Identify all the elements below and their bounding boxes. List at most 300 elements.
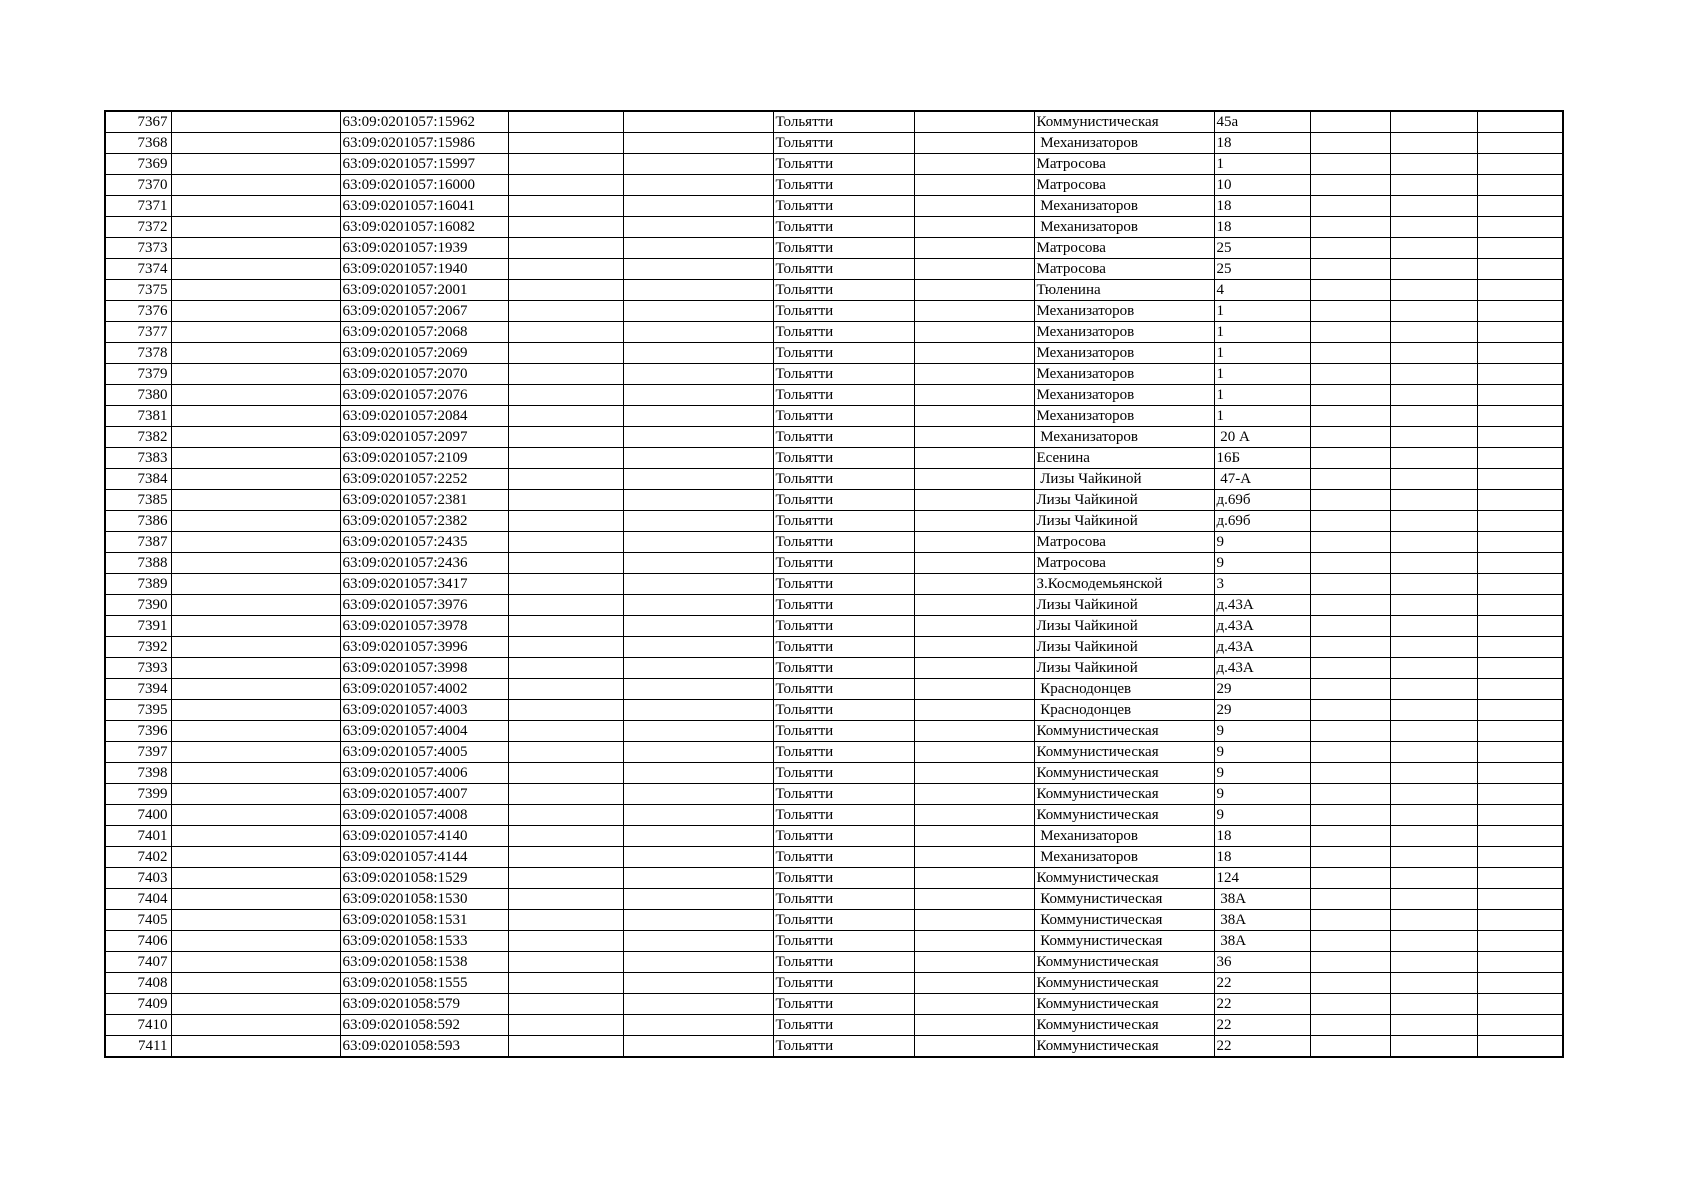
empty-cell xyxy=(1390,133,1477,154)
table-body xyxy=(105,111,1563,1057)
street-cell: Механизаторов xyxy=(1034,385,1214,406)
row-number-cell: 7385 xyxy=(105,490,171,511)
empty-cell xyxy=(171,616,340,637)
row-number-cell: 7370 xyxy=(105,175,171,196)
empty-cell xyxy=(171,595,340,616)
empty-cell xyxy=(508,553,623,574)
empty-cell xyxy=(508,175,623,196)
empty-cell xyxy=(1477,175,1563,196)
empty-cell xyxy=(1310,259,1390,280)
table-row xyxy=(105,1036,1563,1058)
city-cell: Тольятти xyxy=(773,994,914,1015)
city-cell: Тольятти xyxy=(773,133,914,154)
empty-cell xyxy=(171,973,340,994)
empty-cell xyxy=(1477,679,1563,700)
city-cell: Тольятти xyxy=(773,343,914,364)
empty-cell xyxy=(1390,511,1477,532)
empty-cell xyxy=(914,280,1034,301)
row-number-cell: 7390 xyxy=(105,595,171,616)
empty-cell xyxy=(1390,784,1477,805)
row-number-cell: 7379 xyxy=(105,364,171,385)
empty-cell xyxy=(1390,910,1477,931)
table-row xyxy=(105,721,1563,742)
empty-cell xyxy=(623,637,773,658)
table-row xyxy=(105,595,1563,616)
empty-cell xyxy=(171,1015,340,1036)
empty-cell xyxy=(508,679,623,700)
empty-cell xyxy=(508,784,623,805)
street-cell: Коммунистическая xyxy=(1034,952,1214,973)
table-row xyxy=(105,259,1563,280)
empty-cell xyxy=(1390,637,1477,658)
empty-cell xyxy=(623,427,773,448)
empty-cell xyxy=(171,385,340,406)
row-number-cell: 7371 xyxy=(105,196,171,217)
row-number-cell: 7377 xyxy=(105,322,171,343)
table-row xyxy=(105,616,1563,637)
empty-cell xyxy=(1390,1036,1477,1058)
table-row xyxy=(105,385,1563,406)
city-cell: Тольятти xyxy=(773,616,914,637)
empty-cell xyxy=(914,553,1034,574)
empty-cell xyxy=(508,427,623,448)
empty-cell xyxy=(1310,763,1390,784)
house-number-cell: 124 xyxy=(1214,868,1310,889)
table-row xyxy=(105,805,1563,826)
house-number-cell: 9 xyxy=(1214,763,1310,784)
empty-cell xyxy=(171,322,340,343)
street-cell: Краснодонцев xyxy=(1034,700,1214,721)
empty-cell xyxy=(1477,385,1563,406)
empty-cell xyxy=(623,259,773,280)
street-cell: Механизаторов xyxy=(1034,364,1214,385)
empty-cell xyxy=(623,133,773,154)
city-cell: Тольятти xyxy=(773,721,914,742)
empty-cell xyxy=(1310,1015,1390,1036)
empty-cell xyxy=(508,826,623,847)
empty-cell xyxy=(914,322,1034,343)
street-cell: Лизы Чайкиной xyxy=(1034,616,1214,637)
cadastral-number-cell: 63:09:0201057:16041 xyxy=(340,196,508,217)
empty-cell xyxy=(171,658,340,679)
empty-cell xyxy=(914,742,1034,763)
street-cell: Коммунистическая xyxy=(1034,910,1214,931)
table-row xyxy=(105,322,1563,343)
empty-cell xyxy=(171,847,340,868)
house-number-cell: 9 xyxy=(1214,742,1310,763)
empty-cell xyxy=(1310,847,1390,868)
table-row xyxy=(105,196,1563,217)
city-cell: Тольятти xyxy=(773,595,914,616)
empty-cell xyxy=(508,1015,623,1036)
street-cell: Лизы Чайкиной xyxy=(1034,637,1214,658)
empty-cell xyxy=(914,952,1034,973)
house-number-cell: 1 xyxy=(1214,385,1310,406)
row-number-cell: 7401 xyxy=(105,826,171,847)
empty-cell xyxy=(1390,469,1477,490)
street-cell: Механизаторов xyxy=(1034,301,1214,322)
empty-cell xyxy=(508,637,623,658)
row-number-cell: 7404 xyxy=(105,889,171,910)
city-cell: Тольятти xyxy=(773,490,914,511)
empty-cell xyxy=(1310,448,1390,469)
table-row xyxy=(105,111,1563,133)
cadastral-number-cell: 63:09:0201058:1530 xyxy=(340,889,508,910)
empty-cell xyxy=(171,742,340,763)
cadastral-number-cell: 63:09:0201057:4008 xyxy=(340,805,508,826)
empty-cell xyxy=(1390,763,1477,784)
empty-cell xyxy=(914,889,1034,910)
empty-cell xyxy=(1390,343,1477,364)
street-cell: Коммунистическая xyxy=(1034,973,1214,994)
empty-cell xyxy=(508,532,623,553)
city-cell: Тольятти xyxy=(773,385,914,406)
city-cell: Тольятти xyxy=(773,742,914,763)
street-cell: Механизаторов xyxy=(1034,343,1214,364)
empty-cell xyxy=(914,784,1034,805)
empty-cell xyxy=(623,700,773,721)
house-number-cell: д.69б xyxy=(1214,490,1310,511)
empty-cell xyxy=(508,931,623,952)
cadastral-number-cell: 63:09:0201057:2381 xyxy=(340,490,508,511)
row-number-cell: 7389 xyxy=(105,574,171,595)
empty-cell xyxy=(508,343,623,364)
empty-cell xyxy=(1310,784,1390,805)
table-row xyxy=(105,742,1563,763)
city-cell: Тольятти xyxy=(773,175,914,196)
empty-cell xyxy=(1477,1015,1563,1036)
empty-cell xyxy=(171,553,340,574)
city-cell: Тольятти xyxy=(773,154,914,175)
empty-cell xyxy=(508,952,623,973)
row-number-cell: 7391 xyxy=(105,616,171,637)
row-number-cell: 7395 xyxy=(105,700,171,721)
city-cell: Тольятти xyxy=(773,826,914,847)
empty-cell xyxy=(623,490,773,511)
city-cell: Тольятти xyxy=(773,111,914,133)
table-row xyxy=(105,637,1563,658)
empty-cell xyxy=(914,196,1034,217)
city-cell: Тольятти xyxy=(773,637,914,658)
empty-cell xyxy=(623,532,773,553)
street-cell: Матросова xyxy=(1034,532,1214,553)
empty-cell xyxy=(1390,931,1477,952)
empty-cell xyxy=(1310,826,1390,847)
cadastral-number-cell: 63:09:0201057:3996 xyxy=(340,637,508,658)
empty-cell xyxy=(914,532,1034,553)
street-cell: Коммунистическая xyxy=(1034,784,1214,805)
table-row xyxy=(105,553,1563,574)
empty-cell xyxy=(914,700,1034,721)
cadastral-number-cell: 63:09:0201057:4003 xyxy=(340,700,508,721)
table-row xyxy=(105,364,1563,385)
empty-cell xyxy=(914,679,1034,700)
empty-cell xyxy=(1310,574,1390,595)
empty-cell xyxy=(1310,175,1390,196)
empty-cell xyxy=(1390,175,1477,196)
row-number-cell: 7367 xyxy=(105,111,171,133)
empty-cell xyxy=(623,406,773,427)
row-number-cell: 7403 xyxy=(105,868,171,889)
table-row xyxy=(105,532,1563,553)
empty-cell xyxy=(508,280,623,301)
city-cell: Тольятти xyxy=(773,952,914,973)
table-row xyxy=(105,994,1563,1015)
table-row xyxy=(105,931,1563,952)
empty-cell xyxy=(1477,826,1563,847)
city-cell: Тольятти xyxy=(773,406,914,427)
empty-cell xyxy=(171,679,340,700)
table-row xyxy=(105,343,1563,364)
street-cell: Механизаторов xyxy=(1034,847,1214,868)
empty-cell xyxy=(1310,889,1390,910)
empty-cell xyxy=(171,952,340,973)
empty-cell xyxy=(623,238,773,259)
row-number-cell: 7369 xyxy=(105,154,171,175)
row-number-cell: 7380 xyxy=(105,385,171,406)
empty-cell xyxy=(508,448,623,469)
cadastral-number-cell: 63:09:0201058:593 xyxy=(340,1036,508,1058)
house-number-cell: 38А xyxy=(1214,889,1310,910)
empty-cell xyxy=(623,994,773,1015)
cadastral-number-cell: 63:09:0201057:4006 xyxy=(340,763,508,784)
empty-cell xyxy=(171,763,340,784)
cadastral-number-cell: 63:09:0201057:1940 xyxy=(340,259,508,280)
street-cell: Тюленина xyxy=(1034,280,1214,301)
empty-cell xyxy=(623,175,773,196)
empty-cell xyxy=(1390,889,1477,910)
empty-cell xyxy=(508,385,623,406)
empty-cell xyxy=(623,658,773,679)
cadastral-number-cell: 63:09:0201057:4002 xyxy=(340,679,508,700)
empty-cell xyxy=(508,364,623,385)
empty-cell xyxy=(1390,427,1477,448)
empty-cell xyxy=(508,154,623,175)
street-cell: Коммунистическая xyxy=(1034,805,1214,826)
house-number-cell: 20 А xyxy=(1214,427,1310,448)
street-cell: Механизаторов xyxy=(1034,322,1214,343)
cadastral-number-cell: 63:09:0201057:2435 xyxy=(340,532,508,553)
street-cell: Коммунистическая xyxy=(1034,931,1214,952)
house-number-cell: 36 xyxy=(1214,952,1310,973)
empty-cell xyxy=(623,574,773,595)
cadastral-number-cell: 63:09:0201057:15962 xyxy=(340,111,508,133)
empty-cell xyxy=(1477,742,1563,763)
empty-cell xyxy=(1477,700,1563,721)
empty-cell xyxy=(1310,931,1390,952)
empty-cell xyxy=(914,217,1034,238)
table-row xyxy=(105,658,1563,679)
row-number-cell: 7381 xyxy=(105,406,171,427)
house-number-cell: 4 xyxy=(1214,280,1310,301)
empty-cell xyxy=(623,364,773,385)
city-cell: Тольятти xyxy=(773,301,914,322)
empty-cell xyxy=(623,111,773,133)
empty-cell xyxy=(623,511,773,532)
street-cell: Механизаторов xyxy=(1034,217,1214,238)
empty-cell xyxy=(914,763,1034,784)
empty-cell xyxy=(1310,994,1390,1015)
empty-cell xyxy=(508,889,623,910)
cadastral-number-cell: 63:09:0201057:3976 xyxy=(340,595,508,616)
empty-cell xyxy=(1390,406,1477,427)
empty-cell xyxy=(1390,301,1477,322)
row-number-cell: 7398 xyxy=(105,763,171,784)
empty-cell xyxy=(1390,805,1477,826)
table-row xyxy=(105,973,1563,994)
cadastral-number-cell: 63:09:0201058:592 xyxy=(340,1015,508,1036)
city-cell: Тольятти xyxy=(773,364,914,385)
table-row xyxy=(105,910,1563,931)
empty-cell xyxy=(508,721,623,742)
city-cell: Тольятти xyxy=(773,658,914,679)
street-cell: Механизаторов xyxy=(1034,406,1214,427)
empty-cell xyxy=(171,994,340,1015)
table-row xyxy=(105,952,1563,973)
empty-cell xyxy=(623,679,773,700)
street-cell: Механизаторов xyxy=(1034,427,1214,448)
empty-cell xyxy=(171,700,340,721)
empty-cell xyxy=(914,637,1034,658)
street-cell: Лизы Чайкиной xyxy=(1034,511,1214,532)
empty-cell xyxy=(1390,196,1477,217)
house-number-cell: 38А xyxy=(1214,910,1310,931)
empty-cell xyxy=(1310,469,1390,490)
empty-cell xyxy=(1310,805,1390,826)
empty-cell xyxy=(914,826,1034,847)
empty-cell xyxy=(1310,154,1390,175)
empty-cell xyxy=(1310,385,1390,406)
row-number-cell: 7378 xyxy=(105,343,171,364)
row-number-cell: 7400 xyxy=(105,805,171,826)
empty-cell xyxy=(914,111,1034,133)
empty-cell xyxy=(1477,322,1563,343)
city-cell: Тольятти xyxy=(773,973,914,994)
city-cell: Тольятти xyxy=(773,868,914,889)
cadastral-number-cell: 63:09:0201058:579 xyxy=(340,994,508,1015)
house-number-cell: 18 xyxy=(1214,847,1310,868)
row-number-cell: 7409 xyxy=(105,994,171,1015)
empty-cell xyxy=(1310,343,1390,364)
empty-cell xyxy=(1310,301,1390,322)
table-row xyxy=(105,1015,1563,1036)
empty-cell xyxy=(1310,490,1390,511)
table-row xyxy=(105,868,1563,889)
empty-cell xyxy=(1477,994,1563,1015)
street-cell: Коммунистическая xyxy=(1034,111,1214,133)
empty-cell xyxy=(1310,280,1390,301)
empty-cell xyxy=(1310,532,1390,553)
row-number-cell: 7372 xyxy=(105,217,171,238)
empty-cell xyxy=(1390,1015,1477,1036)
empty-cell xyxy=(508,847,623,868)
house-number-cell: 38А xyxy=(1214,931,1310,952)
empty-cell xyxy=(508,1036,623,1058)
empty-cell xyxy=(171,532,340,553)
cadastral-number-cell: 63:09:0201057:3978 xyxy=(340,616,508,637)
cadastral-number-cell: 63:09:0201057:3998 xyxy=(340,658,508,679)
empty-cell xyxy=(508,322,623,343)
street-cell: Лизы Чайкиной xyxy=(1034,490,1214,511)
empty-cell xyxy=(1477,343,1563,364)
empty-cell xyxy=(171,469,340,490)
empty-cell xyxy=(171,826,340,847)
row-number-cell: 7376 xyxy=(105,301,171,322)
cadastral-number-cell: 63:09:0201057:3417 xyxy=(340,574,508,595)
row-number-cell: 7399 xyxy=(105,784,171,805)
empty-cell xyxy=(508,259,623,280)
empty-cell xyxy=(1310,364,1390,385)
street-cell: Лизы Чайкиной xyxy=(1034,658,1214,679)
row-number-cell: 7397 xyxy=(105,742,171,763)
empty-cell xyxy=(171,805,340,826)
empty-cell xyxy=(1310,868,1390,889)
street-cell: Коммунистическая xyxy=(1034,1015,1214,1036)
table-row xyxy=(105,154,1563,175)
house-number-cell: д.43А xyxy=(1214,616,1310,637)
city-cell: Тольятти xyxy=(773,448,914,469)
table-row xyxy=(105,511,1563,532)
row-number-cell: 7374 xyxy=(105,259,171,280)
empty-cell xyxy=(1390,385,1477,406)
city-cell: Тольятти xyxy=(773,784,914,805)
cadastral-number-cell: 63:09:0201057:2436 xyxy=(340,553,508,574)
empty-cell xyxy=(623,763,773,784)
empty-cell xyxy=(171,175,340,196)
empty-cell xyxy=(1390,826,1477,847)
empty-cell xyxy=(1390,616,1477,637)
house-number-cell: 45а xyxy=(1214,111,1310,133)
empty-cell xyxy=(1477,1036,1563,1058)
empty-cell xyxy=(1477,973,1563,994)
empty-cell xyxy=(171,343,340,364)
empty-cell xyxy=(623,385,773,406)
cadastral-number-cell: 63:09:0201058:1529 xyxy=(340,868,508,889)
table-row xyxy=(105,700,1563,721)
empty-cell xyxy=(914,658,1034,679)
city-cell: Тольятти xyxy=(773,763,914,784)
cadastral-number-cell: 63:09:0201057:1939 xyxy=(340,238,508,259)
house-number-cell: д.69б xyxy=(1214,511,1310,532)
street-cell: Есенина xyxy=(1034,448,1214,469)
empty-cell xyxy=(623,343,773,364)
empty-cell xyxy=(1310,427,1390,448)
empty-cell xyxy=(1477,364,1563,385)
empty-cell xyxy=(508,910,623,931)
table-row xyxy=(105,574,1563,595)
empty-cell xyxy=(914,175,1034,196)
house-number-cell: 9 xyxy=(1214,553,1310,574)
empty-cell xyxy=(1310,1036,1390,1058)
table-row xyxy=(105,238,1563,259)
empty-cell xyxy=(623,196,773,217)
empty-cell xyxy=(623,553,773,574)
empty-cell xyxy=(171,196,340,217)
empty-cell xyxy=(508,805,623,826)
street-cell: Матросова xyxy=(1034,259,1214,280)
empty-cell xyxy=(1477,574,1563,595)
house-number-cell: 22 xyxy=(1214,973,1310,994)
empty-cell xyxy=(1310,238,1390,259)
empty-cell xyxy=(508,658,623,679)
empty-cell xyxy=(623,469,773,490)
street-cell: Коммунистическая xyxy=(1034,994,1214,1015)
house-number-cell: 10 xyxy=(1214,175,1310,196)
empty-cell xyxy=(171,364,340,385)
empty-cell xyxy=(1477,448,1563,469)
row-number-cell: 7375 xyxy=(105,280,171,301)
cadastral-number-cell: 63:09:0201057:4140 xyxy=(340,826,508,847)
